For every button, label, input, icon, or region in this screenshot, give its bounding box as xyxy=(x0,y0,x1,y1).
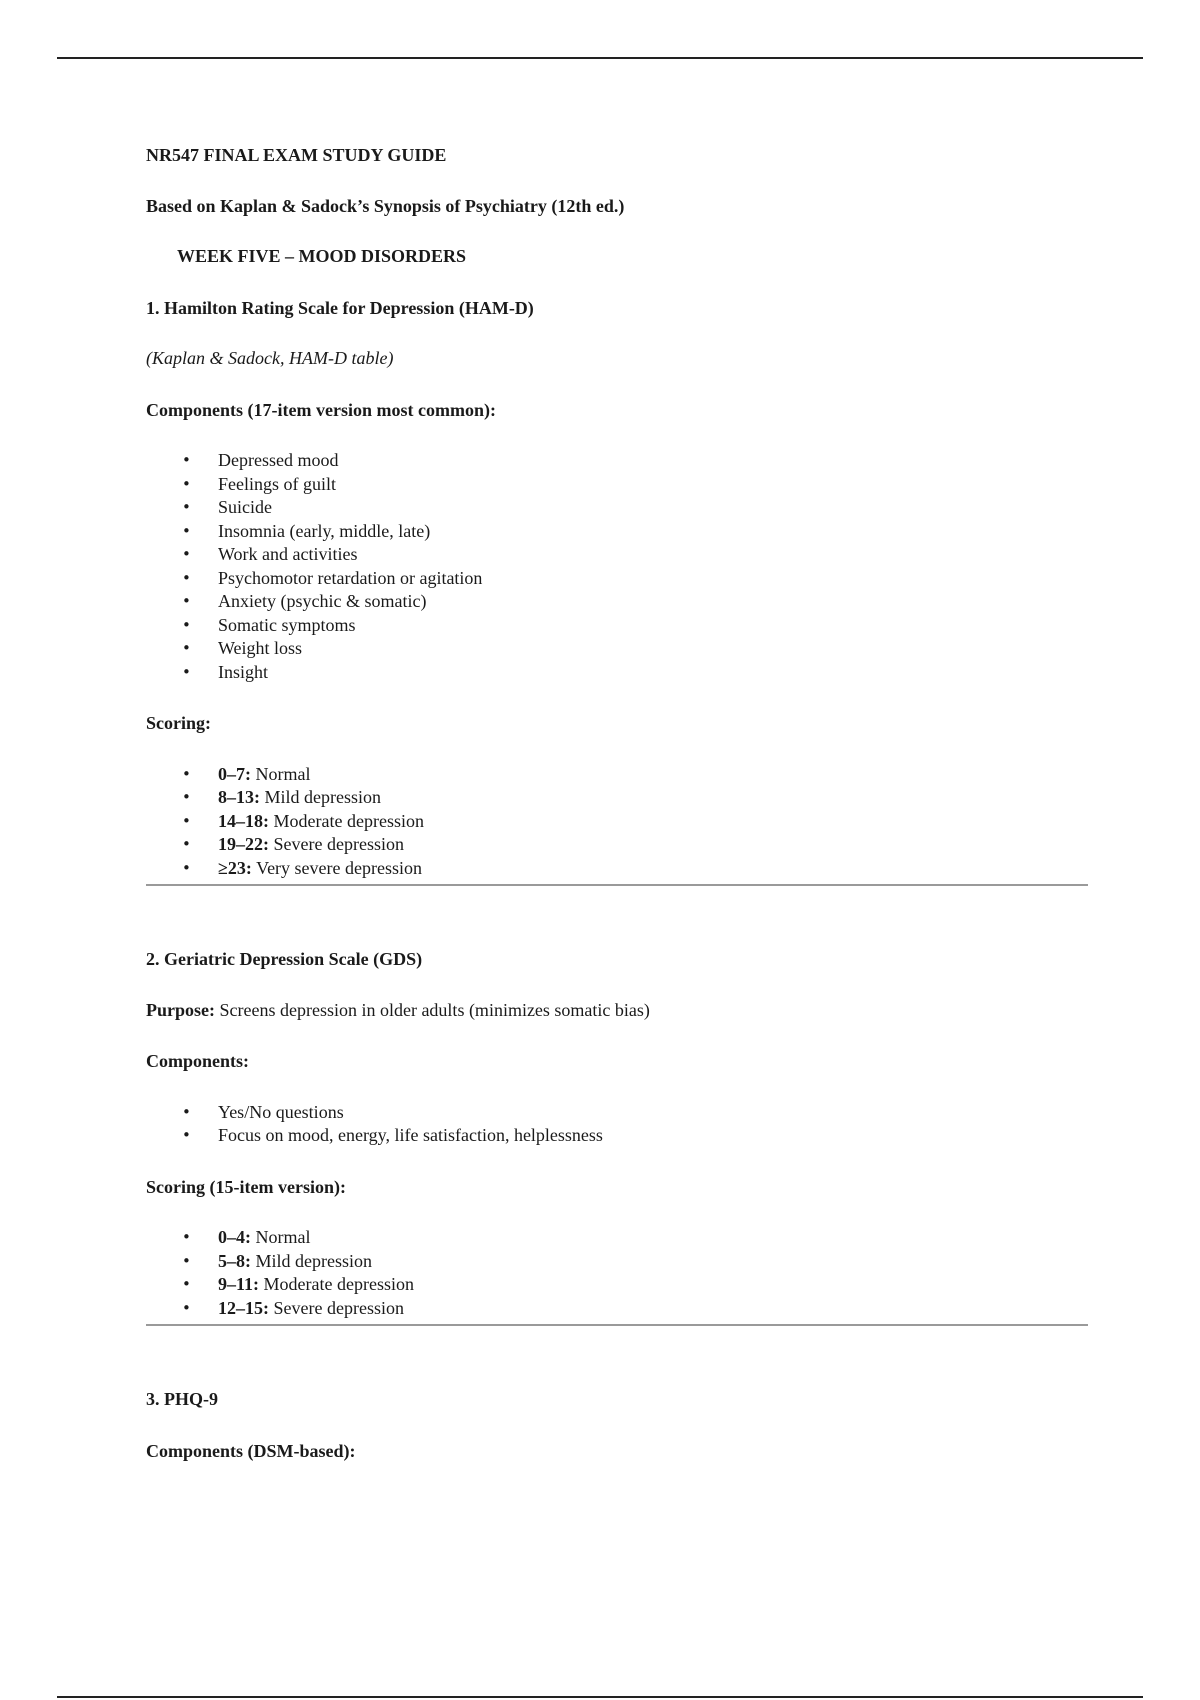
list-item: • Insight xyxy=(146,661,1090,685)
list-item: • Work and activities xyxy=(146,543,1090,567)
gds-heading: 2. Geriatric Depression Scale (GDS) xyxy=(146,949,423,969)
ham-d-citation: (Kaplan & Sadock, HAM-D table) xyxy=(146,348,394,368)
score-range: 12–15: xyxy=(218,1297,269,1318)
list-item: • Insomnia (early, middle, late) xyxy=(146,520,1090,544)
list-item: • Suicide xyxy=(146,496,1090,520)
score-label: Normal xyxy=(255,1227,311,1247)
gds-purpose-text: Screens depression in older adults (minimizes somatic bias) xyxy=(219,999,650,1020)
score-range: 0–4: xyxy=(218,1227,251,1247)
list-item: • Weight loss xyxy=(146,637,1090,661)
phq-components-heading: Components (DSM-based): xyxy=(146,1440,356,1461)
score-label: Very severe depression xyxy=(256,857,422,878)
score-range: 9–11: xyxy=(218,1274,260,1294)
list-item xyxy=(146,857,1090,881)
list-item xyxy=(146,1250,1090,1274)
gds-components-list xyxy=(146,1101,1090,1148)
phq-heading: 3. PHQ-9 xyxy=(146,1389,218,1409)
list-item: • Feelings of guilt xyxy=(146,473,1090,497)
score-label: Severe depression xyxy=(273,1297,404,1318)
score-label: Mild depression xyxy=(255,1250,372,1271)
ham-d-scoring-heading: Scoring: xyxy=(146,713,211,733)
list-item: • Focus on mood, energy, life satisfaction, helplessness xyxy=(146,1124,1090,1148)
list-item: • Somatic symptoms xyxy=(146,614,1090,638)
list-item xyxy=(146,810,1090,834)
score-label: Moderate depression xyxy=(273,810,424,831)
page-top-rule xyxy=(57,57,1143,59)
gds-scoring-heading: Scoring (15-item version): xyxy=(146,1176,346,1197)
section-divider xyxy=(146,884,1088,886)
document-body xyxy=(146,140,1090,1463)
score-range: 0–7: xyxy=(218,763,251,784)
list-item: • Psychomotor retardation or agitation xyxy=(146,567,1090,591)
list-item xyxy=(146,1226,1090,1250)
gds-components-heading: Components: xyxy=(146,1051,250,1071)
score-label: Mild depression xyxy=(264,787,381,807)
list-item xyxy=(146,1273,1090,1297)
list-item xyxy=(146,833,1090,857)
ham-d-components-heading: Components (17-item version most common): xyxy=(146,399,496,420)
score-range: 19–22: xyxy=(218,834,269,854)
list-item xyxy=(146,786,1090,810)
score-label: Severe depression xyxy=(273,834,404,854)
gds-scoring-list xyxy=(146,1226,1090,1320)
score-range: 5–8: xyxy=(218,1250,251,1271)
score-label: Moderate depression xyxy=(263,1274,414,1294)
page-bottom-rule xyxy=(57,1696,1143,1698)
list-item: • Depressed mood xyxy=(146,449,1090,473)
score-range: ≥23: xyxy=(218,857,252,878)
ham-d-heading: 1. Hamilton Rating Scale for Depression (HAM-D) xyxy=(146,297,534,318)
score-label: Normal xyxy=(255,763,311,784)
list-item: • Anxiety (psychic & somatic) xyxy=(146,590,1090,614)
ham-d-scoring-list xyxy=(146,763,1090,881)
gds-purpose xyxy=(146,999,1090,1023)
score-range: 8–13: xyxy=(218,787,260,807)
list-item xyxy=(146,1297,1090,1321)
document-title: NR547 FINAL EXAM STUDY GUIDE xyxy=(146,145,447,165)
section-divider xyxy=(146,1324,1088,1326)
list-item: • Yes/No questions xyxy=(146,1101,1090,1125)
ham-d-components-list xyxy=(146,449,1090,684)
gds-purpose-label: Purpose: xyxy=(146,999,215,1020)
list-item xyxy=(146,763,1090,787)
document-subtitle: Based on Kaplan & Sadock’s Synopsis of Psychiatry (12th ed.) xyxy=(146,195,625,216)
week-heading: WEEK FIVE – MOOD DISORDERS xyxy=(177,246,467,266)
score-range: 14–18: xyxy=(218,810,269,831)
